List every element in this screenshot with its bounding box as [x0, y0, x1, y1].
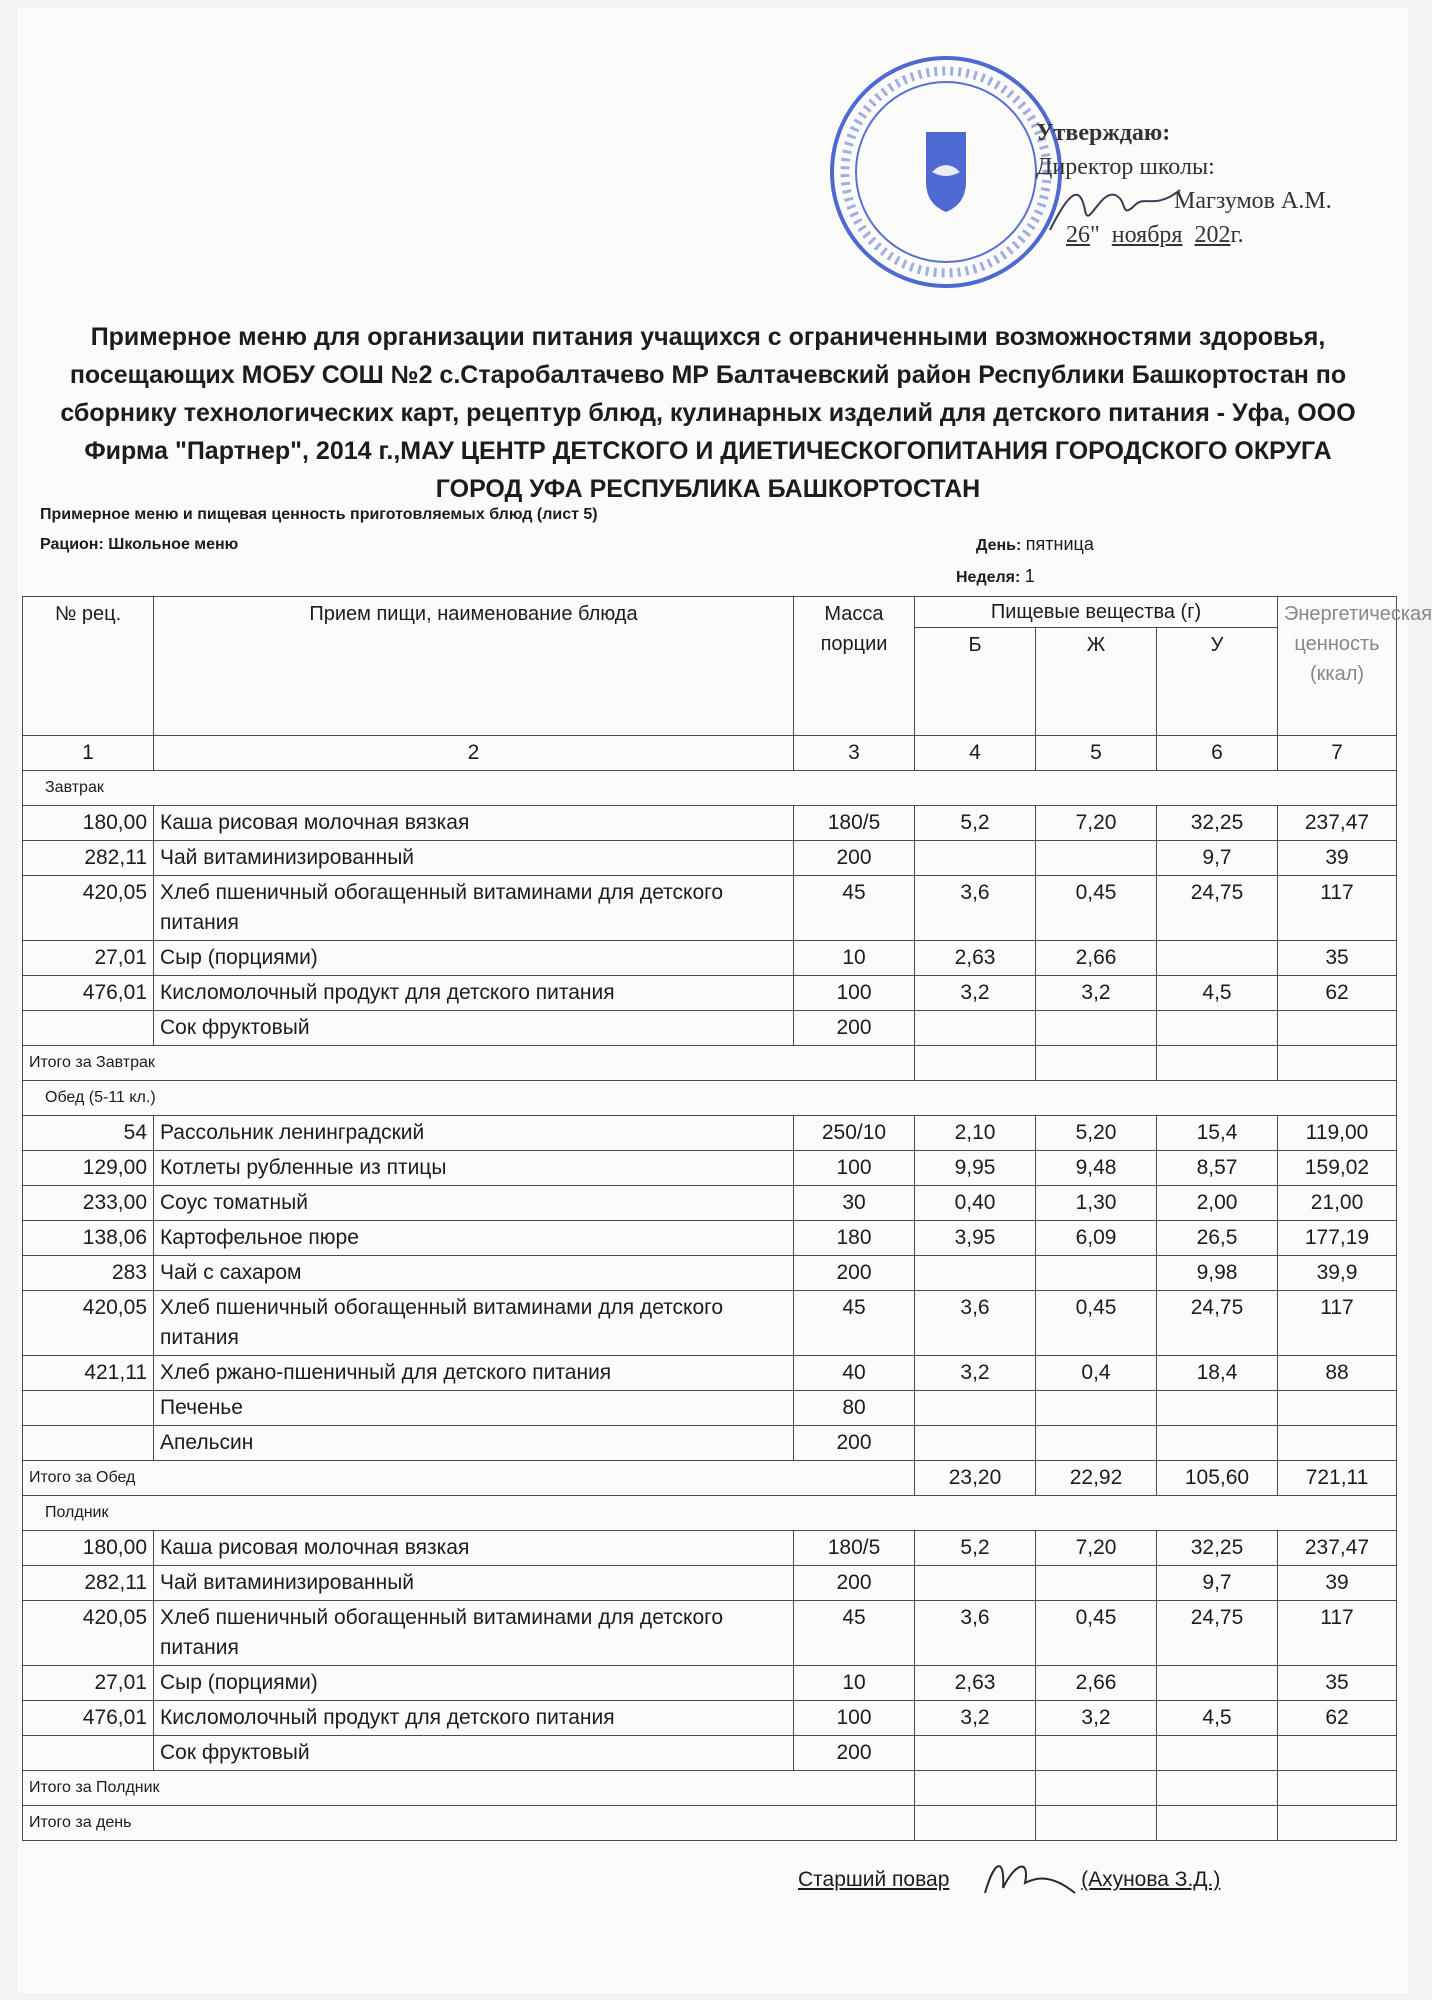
recipe-number: 27,01 — [23, 941, 154, 976]
carbs-value: 9,7 — [1157, 1566, 1278, 1601]
portion-mass: 10 — [794, 941, 915, 976]
dish-name: Каша рисовая молочная вязкая — [154, 1531, 794, 1566]
table-row — [23, 941, 1397, 976]
portion-mass: 40 — [794, 1356, 915, 1391]
dish-name: Чай витаминизированный — [154, 841, 794, 876]
portion-mass: 30 — [794, 1186, 915, 1221]
header-protein: Б — [915, 628, 1036, 736]
recipe-number: 233,00 — [23, 1186, 154, 1221]
energy-value: 35 — [1278, 941, 1397, 976]
fat-value: 0,45 — [1036, 1601, 1157, 1666]
day-total-energy — [1278, 1806, 1397, 1841]
energy-value: 39 — [1278, 841, 1397, 876]
energy-value: 88 — [1278, 1356, 1397, 1391]
portion-mass: 10 — [794, 1666, 915, 1701]
fat-value — [1036, 1426, 1157, 1461]
director-signature — [1040, 170, 1190, 250]
portion-mass: 200 — [794, 1566, 915, 1601]
day-total-carbs — [1157, 1806, 1278, 1841]
carbs-value: 24,75 — [1157, 1601, 1278, 1666]
header-carbs: У — [1157, 628, 1278, 736]
total-label: Итого за Полдник — [23, 1771, 915, 1806]
section-total-row — [23, 1771, 1397, 1806]
portion-mass: 180 — [794, 1221, 915, 1256]
dish-name: Соус томатный — [154, 1186, 794, 1221]
portion-mass: 45 — [794, 1601, 915, 1666]
recipe-number: 476,01 — [23, 976, 154, 1011]
fat-value — [1036, 1566, 1157, 1601]
protein-value: 3,2 — [915, 976, 1036, 1011]
portion-mass: 100 — [794, 1701, 915, 1736]
protein-value: 0,40 — [915, 1186, 1036, 1221]
table-row — [23, 806, 1397, 841]
dish-name: Сок фруктовый — [154, 1736, 794, 1771]
portion-mass: 250/10 — [794, 1116, 915, 1151]
total-protein — [915, 1771, 1036, 1806]
table-row — [23, 1426, 1397, 1461]
total-label: Итого за Обед — [23, 1461, 915, 1496]
table-row — [23, 1291, 1397, 1356]
section-title: Обед (5-11 кл.) — [23, 1081, 1397, 1116]
day-value: пятница — [1025, 534, 1094, 554]
protein-value — [915, 1391, 1036, 1426]
carbs-value: 4,5 — [1157, 1701, 1278, 1736]
approval-day: 26 — [1066, 222, 1090, 248]
fat-value: 7,20 — [1036, 806, 1157, 841]
portion-mass: 45 — [794, 1291, 915, 1356]
fat-value: 5,20 — [1036, 1116, 1157, 1151]
portion-mass: 180/5 — [794, 1531, 915, 1566]
energy-value: 117 — [1278, 1291, 1397, 1356]
carbs-value: 24,75 — [1157, 876, 1278, 941]
section-total-row — [23, 1461, 1397, 1496]
day-total-label: Итого за день — [23, 1806, 915, 1841]
portion-mass: 80 — [794, 1391, 915, 1426]
column-number: 4 — [915, 736, 1036, 771]
energy-value: 119,00 — [1278, 1116, 1397, 1151]
column-numbers-row — [23, 736, 1397, 771]
recipe-number: 420,05 — [23, 1291, 154, 1356]
cook-name: (Ахунова З.Д.) — [1081, 1868, 1221, 1891]
energy-value: 21,00 — [1278, 1186, 1397, 1221]
total-protein — [915, 1046, 1036, 1081]
energy-value: 159,02 — [1278, 1151, 1397, 1186]
table-row — [23, 976, 1397, 1011]
fat-value: 2,66 — [1036, 1666, 1157, 1701]
total-fat — [1036, 1771, 1157, 1806]
total-carbs: 105,60 — [1157, 1461, 1278, 1496]
dish-name: Сыр (порциями) — [154, 941, 794, 976]
menu-table-body — [23, 771, 1397, 1841]
column-number: 3 — [794, 736, 915, 771]
day — [976, 534, 1094, 555]
fat-value — [1036, 1256, 1157, 1291]
fat-value — [1036, 1011, 1157, 1046]
dish-name: Рассольник ленинградский — [154, 1116, 794, 1151]
dish-name: Кисломолочный продукт для детского питания — [154, 1701, 794, 1736]
fat-value: 0,45 — [1036, 876, 1157, 941]
recipe-number: 138,06 — [23, 1221, 154, 1256]
approval-position: Директор школы: — [1036, 154, 1215, 180]
portion-mass: 200 — [794, 1011, 915, 1046]
dish-name: Апельсин — [154, 1426, 794, 1461]
protein-value — [915, 841, 1036, 876]
fat-value: 7,20 — [1036, 1531, 1157, 1566]
dish-name: Хлеб пшеничный обогащенный витаминами для детского питания — [154, 1601, 794, 1666]
table-row — [23, 1566, 1397, 1601]
fat-value: 0,4 — [1036, 1356, 1157, 1391]
portion-mass: 45 — [794, 876, 915, 941]
recipe-number — [23, 1736, 154, 1771]
protein-value: 3,6 — [915, 1601, 1036, 1666]
portion-mass: 200 — [794, 841, 915, 876]
recipe-number: 420,05 — [23, 876, 154, 941]
carbs-value: 32,25 — [1157, 806, 1278, 841]
cook-signature — [975, 1848, 1085, 1908]
recipe-number — [23, 1391, 154, 1426]
day-total-protein — [915, 1806, 1036, 1841]
table-row — [23, 1151, 1397, 1186]
header-energy: Энергетическая ценность (ккал) — [1278, 597, 1397, 736]
section-header-row — [23, 1081, 1397, 1116]
protein-value: 2,10 — [915, 1116, 1036, 1151]
approval-date: 26" ноября 202г. — [1066, 222, 1244, 248]
column-number: 7 — [1278, 736, 1397, 771]
fat-value: 6,09 — [1036, 1221, 1157, 1256]
recipe-number: 476,01 — [23, 1701, 154, 1736]
carbs-value — [1157, 1426, 1278, 1461]
energy-value — [1278, 1391, 1397, 1426]
fat-value — [1036, 1736, 1157, 1771]
protein-value: 5,2 — [915, 1531, 1036, 1566]
header-fat: Ж — [1036, 628, 1157, 736]
carbs-value: 8,57 — [1157, 1151, 1278, 1186]
carbs-value — [1157, 941, 1278, 976]
dish-name: Сок фруктовый — [154, 1011, 794, 1046]
total-energy — [1278, 1771, 1397, 1806]
dish-name: Каша рисовая молочная вязкая — [154, 806, 794, 841]
total-fat — [1036, 1046, 1157, 1081]
table-row — [23, 1531, 1397, 1566]
portion-mass: 100 — [794, 1151, 915, 1186]
subtitle: Примерное меню и пищевая ценность приготовляемых блюд (лист 5) — [40, 506, 598, 523]
total-energy: 721,11 — [1278, 1461, 1397, 1496]
energy-value: 62 — [1278, 1701, 1397, 1736]
section-title: Полдник — [23, 1496, 1397, 1531]
table-row — [23, 1701, 1397, 1736]
recipe-number — [23, 1426, 154, 1461]
carbs-value: 15,4 — [1157, 1116, 1278, 1151]
column-number: 1 — [23, 736, 154, 771]
table-row — [23, 1186, 1397, 1221]
recipe-number: 282,11 — [23, 841, 154, 876]
document-title: Примерное меню для организации питания учащихся с ограниченными возможностями здоровья, посещающих МОБУ СОШ №2 с.Старобалтачево МР Балтачевский район Республики Башкортостан по сборнику технологических карт, рецептур блюд, кулинарных изделий для детского питания - Уфа, ООО Фирма "Партнер", 2014 г.,МАУ ЦЕНТР ДЕТСКОГО И ДИЕТИЧЕСКОГОПИТАНИЯ ГОРОДСКОГО ОКРУГА ГОРОД УФА РЕСПУБЛИКА БАШКОРТОСТАН — [60, 323, 1356, 503]
protein-value: 9,95 — [915, 1151, 1036, 1186]
fat-value — [1036, 1391, 1157, 1426]
section-total-row — [23, 1046, 1397, 1081]
cook-role: Старший повар — [798, 1868, 950, 1891]
total-fat: 22,92 — [1036, 1461, 1157, 1496]
week — [956, 566, 1035, 587]
table-row — [23, 1736, 1397, 1771]
portion-mass: 200 — [794, 1256, 915, 1291]
carbs-value: 9,7 — [1157, 841, 1278, 876]
total-carbs — [1157, 1771, 1278, 1806]
portion-mass: 180/5 — [794, 806, 915, 841]
carbs-value — [1157, 1736, 1278, 1771]
header-mass: Масса порции — [794, 597, 915, 736]
week-value: 1 — [1024, 566, 1035, 586]
carbs-value — [1157, 1011, 1278, 1046]
dish-name: Кисломолочный продукт для детского питания — [154, 976, 794, 1011]
approval-name: Магзумов А.М. — [1174, 188, 1332, 214]
portion-mass: 100 — [794, 976, 915, 1011]
recipe-number: 27,01 — [23, 1666, 154, 1701]
total-label: Итого за Завтрак — [23, 1046, 915, 1081]
protein-value — [915, 1736, 1036, 1771]
carbs-value: 4,5 — [1157, 976, 1278, 1011]
dish-name: Котлеты рубленные из птицы — [154, 1151, 794, 1186]
column-number: 6 — [1157, 736, 1278, 771]
column-number: 5 — [1036, 736, 1157, 771]
dish-name: Хлеб пшеничный обогащенный витаминами для детского питания — [154, 876, 794, 941]
carbs-value: 24,75 — [1157, 1291, 1278, 1356]
section-title: Завтрак — [23, 771, 1397, 806]
school-seal-stamp — [826, 52, 1066, 292]
recipe-number: 54 — [23, 1116, 154, 1151]
dish-name: Сыр (порциями) — [154, 1666, 794, 1701]
table-row — [23, 1256, 1397, 1291]
fat-value: 2,66 — [1036, 941, 1157, 976]
column-number: 2 — [154, 736, 794, 771]
recipe-number: 180,00 — [23, 806, 154, 841]
dish-name: Чай витаминизированный — [154, 1566, 794, 1601]
protein-value — [915, 1011, 1036, 1046]
fat-value: 3,2 — [1036, 976, 1157, 1011]
energy-value: 117 — [1278, 1601, 1397, 1666]
protein-value: 2,63 — [915, 1666, 1036, 1701]
energy-value: 237,47 — [1278, 1531, 1397, 1566]
fat-value — [1036, 841, 1157, 876]
fat-value: 0,45 — [1036, 1291, 1157, 1356]
table-row — [23, 1221, 1397, 1256]
table-row — [23, 1356, 1397, 1391]
table-row — [23, 1391, 1397, 1426]
protein-value: 3,6 — [915, 876, 1036, 941]
dish-name: Картофельное пюре — [154, 1221, 794, 1256]
protein-value: 5,2 — [915, 806, 1036, 841]
total-carbs — [1157, 1046, 1278, 1081]
energy-value — [1278, 1426, 1397, 1461]
energy-value: 39,9 — [1278, 1256, 1397, 1291]
approval-heading: Утверждаю: — [1036, 120, 1171, 146]
fat-value: 9,48 — [1036, 1151, 1157, 1186]
recipe-number: 421,11 — [23, 1356, 154, 1391]
recipe-number: 420,05 — [23, 1601, 154, 1666]
table-row — [23, 1011, 1397, 1046]
table-row — [23, 876, 1397, 941]
carbs-value: 32,25 — [1157, 1531, 1278, 1566]
section-header-row — [23, 1496, 1397, 1531]
protein-value — [915, 1256, 1036, 1291]
fat-value: 3,2 — [1036, 1701, 1157, 1736]
fat-value: 1,30 — [1036, 1186, 1157, 1221]
approval-year: 202 — [1194, 222, 1231, 248]
recipe-number: 282,11 — [23, 1566, 154, 1601]
day-label: День: — [976, 537, 1022, 554]
ration-value: Школьное меню — [108, 536, 239, 553]
week-label: Неделя: — [956, 569, 1021, 586]
dish-name: Хлеб ржано-пшеничный для детского питания — [154, 1356, 794, 1391]
recipe-number: 283 — [23, 1256, 154, 1291]
menu-table — [22, 596, 1432, 1841]
carbs-value: 26,5 — [1157, 1221, 1278, 1256]
protein-value: 3,95 — [915, 1221, 1036, 1256]
table-row — [23, 1666, 1397, 1701]
carbs-value: 2,00 — [1157, 1186, 1278, 1221]
protein-value: 3,6 — [915, 1291, 1036, 1356]
energy-value: 62 — [1278, 976, 1397, 1011]
dish-name: Хлеб пшеничный обогащенный витаминами для детского питания — [154, 1291, 794, 1356]
section-header-row — [23, 771, 1397, 806]
table-row — [23, 1116, 1397, 1151]
portion-mass: 200 — [794, 1736, 915, 1771]
header-rec: № рец. — [23, 597, 154, 736]
header-nutrients: Пищевые вещества (г) — [915, 597, 1278, 628]
protein-value — [915, 1566, 1036, 1601]
energy-value: 237,47 — [1278, 806, 1397, 841]
dish-name: Чай с сахаром — [154, 1256, 794, 1291]
carbs-value: 9,98 — [1157, 1256, 1278, 1291]
protein-value: 3,2 — [915, 1356, 1036, 1391]
protein-value: 3,2 — [915, 1701, 1036, 1736]
recipe-number: 180,00 — [23, 1531, 154, 1566]
total-energy — [1278, 1046, 1397, 1081]
energy-value: 35 — [1278, 1666, 1397, 1701]
table-row — [23, 841, 1397, 876]
dish-name: Печенье — [154, 1391, 794, 1426]
approval-month: ноября — [1111, 222, 1183, 248]
day-total-row — [23, 1806, 1397, 1841]
header-name: Прием пищи, наименование блюда — [154, 597, 794, 736]
energy-value: 117 — [1278, 876, 1397, 941]
total-protein: 23,20 — [915, 1461, 1036, 1496]
energy-value: 39 — [1278, 1566, 1397, 1601]
approval-year-suffix: г. — [1230, 222, 1244, 248]
recipe-number: 129,00 — [23, 1151, 154, 1186]
carbs-value — [1157, 1666, 1278, 1701]
table-row — [23, 1601, 1397, 1666]
portion-mass: 200 — [794, 1426, 915, 1461]
ration-label: Рацион: — [40, 536, 104, 553]
day-total-fat — [1036, 1806, 1157, 1841]
carbs-value — [1157, 1391, 1278, 1426]
energy-value: 177,19 — [1278, 1221, 1397, 1256]
ration — [40, 536, 238, 554]
recipe-number — [23, 1011, 154, 1046]
protein-value: 2,63 — [915, 941, 1036, 976]
carbs-value: 18,4 — [1157, 1356, 1278, 1391]
energy-value — [1278, 1011, 1397, 1046]
energy-value — [1278, 1736, 1397, 1771]
protein-value — [915, 1426, 1036, 1461]
